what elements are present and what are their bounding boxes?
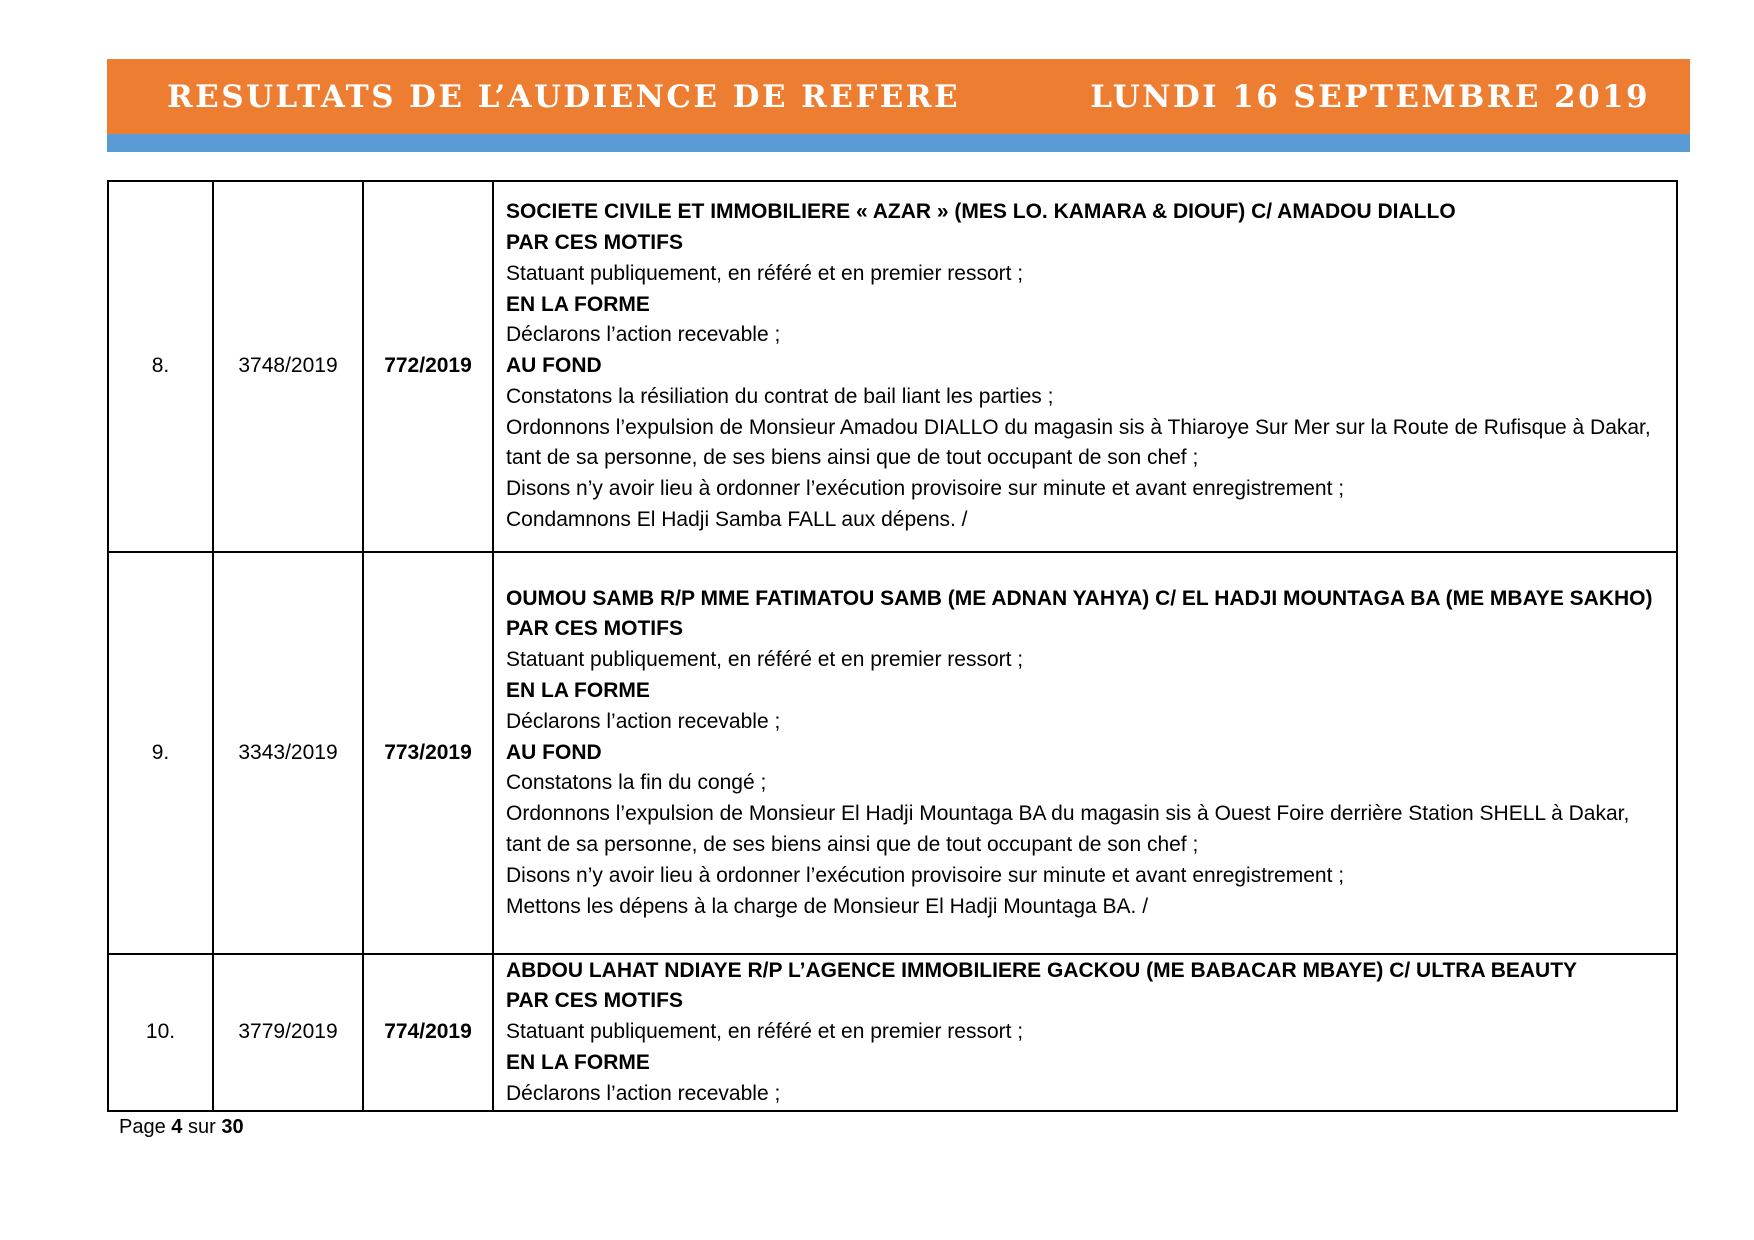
- page-footer: [119, 1116, 244, 1139]
- forme-heading: EN LA FORME: [506, 292, 650, 316]
- forme-line: Déclarons l’action recevable ;: [506, 1081, 781, 1105]
- fond-line: Mettons les dépens à la charge de Monsieur El Hadji Mountaga BA. /: [506, 894, 1149, 918]
- case-ordonnance-number: 772/2019: [363, 181, 493, 552]
- case-number: 10.: [108, 954, 213, 1111]
- fond-heading: AU FOND: [506, 354, 602, 378]
- table-row: [108, 552, 1677, 954]
- forme-heading: EN LA FORME: [506, 1050, 650, 1074]
- motifs-heading: PAR CES MOTIFS: [506, 989, 683, 1013]
- case-rg-number: 3779/2019: [213, 954, 363, 1111]
- page-separator: sur: [187, 1116, 216, 1138]
- fond-line: Disons n’y avoir lieu à ordonner l’exécution provisoire sur minute et avant enregistrement ;: [506, 863, 1345, 887]
- header-banner: [107, 59, 1690, 134]
- case-ordonnance-number: 773/2019: [363, 552, 493, 954]
- fond-line: Ordonnons l’expulsion de Monsieur El Hadji Mountaga BA du magasin sis à Ouest Foire derrière Station SHELL à Dakar, tant de sa personne, de ses biens ainsi que de tout occupant de son chef ;: [506, 802, 1630, 856]
- statuant-line: Statuant publiquement, en référé et en premier ressort ;: [506, 261, 1024, 285]
- fond-line: Constatons la résiliation du contrat de bail liant les parties ;: [506, 384, 1054, 408]
- case-number: 9.: [108, 552, 213, 954]
- statuant-line: Statuant publiquement, en référé et en premier ressort ;: [506, 648, 1024, 672]
- header-title: RESULTATS DE L’AUDIENCE DE REFERE: [167, 78, 960, 115]
- case-decision: [493, 552, 1677, 954]
- case-rg-number: 3343/2019: [213, 552, 363, 954]
- table-row: [108, 954, 1677, 1111]
- forme-heading: EN LA FORME: [506, 679, 650, 702]
- motifs-heading: PAR CES MOTIFS: [506, 617, 683, 641]
- page-current: 4: [171, 1116, 183, 1138]
- forme-line: Déclarons l’action recevable ;: [506, 323, 781, 347]
- statuant-line: Statuant publiquement, en référé et en premier ressort ;: [506, 1020, 1024, 1044]
- case-parties: OUMOU SAMB R/P MME FATIMATOU SAMB (ME ADNAN YAHYA) C/ EL HADJI MOUNTAGA BA (ME MBAYE SAKHO): [506, 586, 1653, 610]
- forme-line: Déclarons l’action recevable ;: [506, 709, 781, 733]
- fond-line: Ordonnons l’expulsion de Monsieur Amadou DIALLO du magasin sis à Thiaroye Sur Mer sur la Route de Rufisque à Dakar, tant de sa personne, de ses biens ainsi que de tout occupant de son chef ;: [506, 415, 1651, 470]
- table-row: [108, 181, 1677, 552]
- case-parties: SOCIETE CIVILE ET IMMOBILIERE « AZAR » (MES LO. KAMARA & DIOUF) C/ AMADOU DIALLO: [506, 200, 1456, 224]
- fond-line: Disons n’y avoir lieu à ordonner l’exécution provisoire sur minute et avant enregistrement ;: [506, 477, 1345, 501]
- case-number: 8.: [108, 181, 213, 552]
- fond-line: Condamnons El Hadji Samba FALL aux dépens. /: [506, 508, 968, 532]
- fond-line: Constatons la fin du congé ;: [506, 771, 767, 795]
- page-label: Page: [119, 1116, 166, 1138]
- case-decision: [493, 181, 1677, 552]
- fond-heading: AU FOND: [506, 740, 602, 764]
- motifs-heading: PAR CES MOTIFS: [506, 230, 683, 254]
- page-total: 30: [221, 1116, 244, 1138]
- results-table: [107, 180, 1678, 1112]
- header-accent-strip: [107, 134, 1690, 152]
- case-ordonnance-number: 774/2019: [363, 954, 493, 1111]
- case-parties: ABDOU LAHAT NDIAYE R/P L’AGENCE IMMOBILIERE GACKOU (ME BABACAR MBAYE) C/ ULTRA BEAUTY: [506, 958, 1578, 982]
- case-rg-number: 3748/2019: [213, 181, 363, 552]
- case-decision: [493, 954, 1677, 1111]
- header-date: LUNDI 16 SEPTEMBRE 2019: [1090, 78, 1650, 115]
